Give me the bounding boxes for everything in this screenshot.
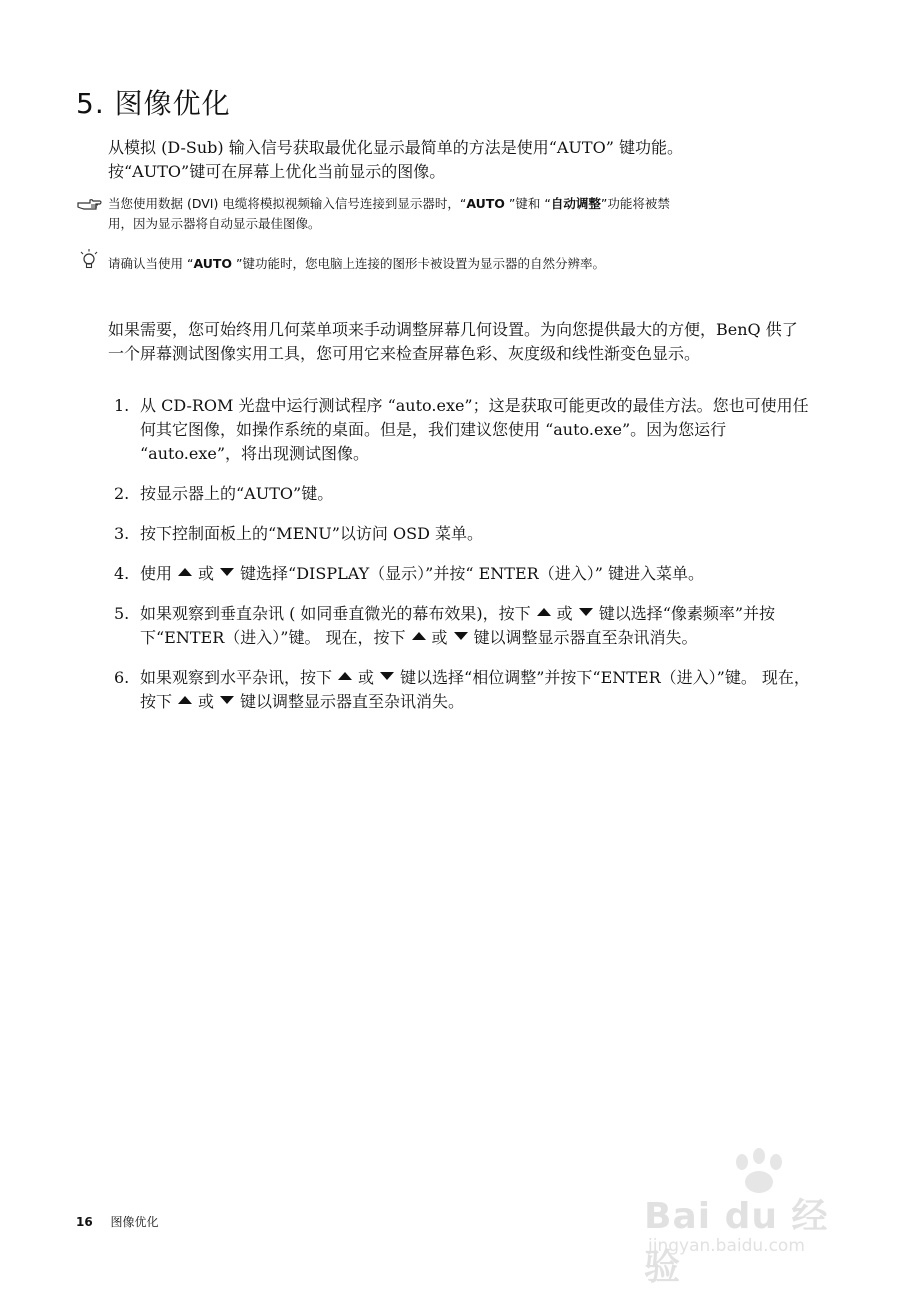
body-paragraph: 如果需要，您可始终用几何菜单项来手动调整屏幕几何设置。为向您提供最大的方便，BenQ 供了一个屏幕测试图像实用工具，您可用它来检查屏幕色彩、灰度级和线性渐变色显示。	[108, 320, 798, 363]
note-dvi-auto-adjust: 自动调整	[550, 196, 601, 211]
list-item	[108, 482, 818, 506]
watermark	[644, 1148, 854, 1288]
down-arrow-icon	[579, 608, 593, 616]
step-number: 3.	[114, 524, 130, 543]
note-dvi-part: “	[459, 196, 467, 211]
step-text: 键以调整显示器直至杂讯消失。	[240, 692, 465, 711]
step-text: 按下控制面板上的“MENU”以访问 OSD 菜单。	[140, 524, 483, 543]
list-item	[108, 602, 818, 650]
note-dvi-auto: AUTO	[466, 196, 505, 211]
page-number: 16	[76, 1215, 93, 1229]
step-number: 1.	[114, 396, 130, 415]
step-text: 或	[358, 668, 375, 687]
footer-section: 图像优化	[110, 1215, 159, 1229]
step-text: 按显示器上的“AUTO”键。	[140, 484, 334, 503]
step-text: 或	[198, 692, 215, 711]
step-text: 或	[556, 604, 573, 623]
step-number: 5.	[114, 604, 130, 623]
step-text: 键以调整显示器直至杂讯消失。	[473, 628, 698, 647]
note-dvi-part: ”键和 “	[504, 196, 551, 211]
up-arrow-icon	[178, 696, 192, 704]
step-text: 或	[431, 628, 448, 647]
step-text: 键以选择“像素频率”并按下“ENTER（进入）”键。 现在，按下	[140, 604, 776, 647]
step-number: 4.	[114, 564, 130, 583]
up-arrow-icon	[412, 632, 426, 640]
step-text: 如果观察到水平杂讯，按下	[140, 668, 333, 687]
step-number: 6.	[114, 668, 130, 687]
list-item	[108, 562, 818, 586]
step-number: 2.	[114, 484, 130, 503]
intro-line-2: 按“AUTO”键可在屏幕上优化当前显示的图像。	[108, 162, 446, 181]
lightbulb-icon	[76, 254, 104, 274]
list-item	[108, 522, 818, 546]
step-text: 或	[198, 564, 215, 583]
note-tip-text	[108, 254, 808, 274]
note-tip-part: ”键功能时，您电脑上连接的图形卡被设置为显示器的自然分辨率。	[232, 256, 605, 271]
down-arrow-icon	[454, 632, 468, 640]
note-dvi-part: ”功能将被禁	[600, 196, 670, 211]
note-dvi-text	[108, 194, 808, 234]
down-arrow-icon	[380, 672, 394, 680]
pointing-hand-icon	[76, 194, 104, 214]
up-arrow-icon	[178, 568, 192, 576]
note-dvi-part: 用，因为显示器将自动显示最佳图像。	[108, 216, 321, 231]
step-text: 键以选择“相位调整”并按下“ENTER（进入）”键。 现在，按下	[140, 668, 810, 711]
note-tip-auto: AUTO	[193, 256, 233, 271]
up-arrow-icon	[537, 608, 551, 616]
step-text: 键选择“DISPLAY（显示）”并按“ ENTER（进入）” 键进入菜单。	[240, 564, 704, 583]
intro-paragraph	[108, 136, 683, 184]
list-item	[108, 666, 818, 714]
list-item	[108, 394, 818, 466]
down-arrow-icon	[220, 568, 234, 576]
page-footer	[76, 1213, 159, 1230]
step-text: 如果观察到垂直杂讯 ( 如同垂直微光的幕布效果)，按下	[140, 604, 531, 623]
note-dvi-part: 当您使用数据 (DVI) 电缆将模拟视频输入信号连接到显示器时，	[108, 196, 460, 211]
page-title: 5. 图像优化	[76, 87, 231, 120]
watermark-url: jingyan.baidu.com	[648, 1236, 805, 1256]
down-arrow-icon	[220, 696, 234, 704]
up-arrow-icon	[338, 672, 352, 680]
step-text: 从 CD-ROM 光盘中运行测试程序 “auto.exe”；这是获取可能更改的最佳方法。您也可使用任何其它图像，如操作系统的桌面。但是，我们建议您使用 “auto.exe”。因为您运行 “auto.exe”，将出现测试图像。	[140, 396, 809, 463]
step-text: 使用	[140, 564, 173, 583]
watermark-brand: Bai du 经验	[644, 1196, 829, 1288]
intro-line-1: 从模拟 (D-Sub) 输入信号获取最优化显示最简单的方法是使用“AUTO” 键功能。	[108, 138, 683, 157]
note-tip-part: 请确认当使用 “	[108, 256, 194, 271]
steps-list	[108, 394, 818, 714]
